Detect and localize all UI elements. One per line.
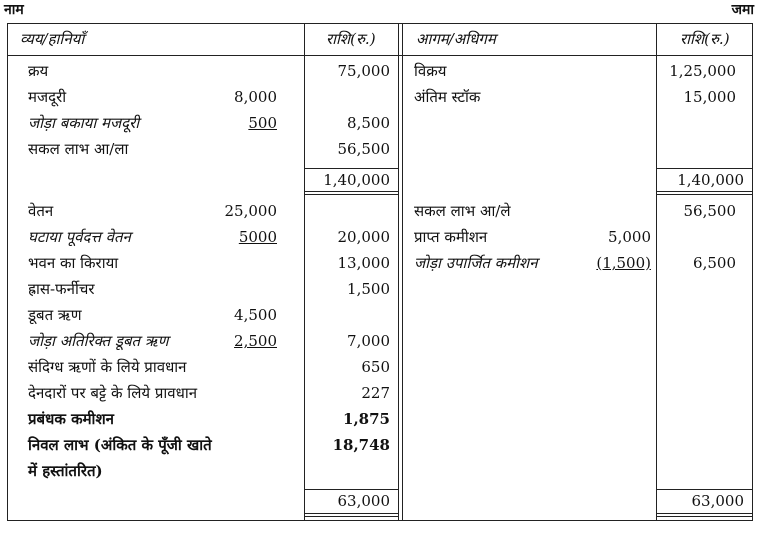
amount-right-column-header: राशि(रु.) [680, 30, 730, 48]
row-purchases-amount: 75,000 [337, 62, 390, 80]
row-closing-stock-amount: 15,000 [683, 88, 736, 106]
row-commission-received-label: प्राप्त कमीशन [414, 228, 488, 246]
row-commission-received-sub: 5,000 [608, 228, 651, 246]
row-outstanding-wages-label: जोड़ा बकाया मजदूरी [28, 114, 140, 132]
left-total-amount: 63,000 [337, 492, 390, 510]
row-gross-profit-cd-amount: 56,500 [337, 140, 390, 158]
row-net-profit-amount: 18,748 [332, 436, 390, 454]
row-bad-debts-label: डूबत ऋण [28, 306, 82, 324]
row-building-rent-amount: 13,000 [337, 254, 390, 272]
row-purchases-label: क्रय [28, 62, 49, 80]
row-wages-sub: 8,000 [234, 88, 277, 106]
row-wages-label: मजदूरी [28, 88, 67, 106]
row-accrued-commission-label: जोड़ा उपार्जित कमीशन [414, 254, 538, 272]
row-additional-bad-debts-label: जोड़ा अतिरिक्त डूबत ऋण [28, 332, 169, 350]
row-additional-bad-debts-amount: 7,000 [347, 332, 390, 350]
row-net-profit-label: निवल लाभ (अंकित के पूँजी खाते [28, 436, 212, 454]
amount-left-column-header: राशि(रु.) [326, 30, 376, 48]
debit-label: नाम [4, 2, 24, 18]
row-prepaid-salary-label: घटाया पूर्वदत्त वेतन [28, 228, 131, 246]
row-accrued-commission-amount: 6,500 [693, 254, 736, 272]
row-doubtful-debts-label: संदिग्ध ऋणों के लिये प्रावधान [28, 358, 187, 376]
row-prepaid-salary-sub: 5000 [238, 228, 277, 246]
row-closing-stock-label: अंतिम स्टॉक [414, 88, 481, 106]
row-additional-bad-debts-sub: 2,500 [234, 332, 277, 350]
row-building-rent-label: भवन का किराया [28, 254, 119, 272]
left-subtotal-amount: 1,40,000 [323, 171, 390, 189]
row-depreciation-label: ह्रास-फर्नीचर [28, 280, 95, 298]
row-salary-label: वेतन [28, 202, 54, 220]
row-sales-amount: 1,25,000 [669, 62, 736, 80]
expenses-column-header: व्यय/हानियाँ [20, 30, 85, 48]
row-prepaid-salary-amount: 20,000 [337, 228, 390, 246]
row-gross-profit-cd-label: सकल लाभ आ/ला [28, 140, 129, 158]
row-outstanding-wages-sub: 500 [248, 114, 277, 132]
row-discount-provision-amount: 227 [361, 384, 390, 402]
row-manager-commission-amount: 1,875 [343, 410, 390, 428]
row-bad-debts-sub: 4,500 [234, 306, 277, 324]
row-doubtful-debts-amount: 650 [361, 358, 390, 376]
row-depreciation-amount: 1,500 [347, 280, 390, 298]
row-gross-profit-bd-label: सकल लाभ आ/ले [414, 202, 511, 220]
row-net-profit-label-cont: में हस्तांतरित) [28, 462, 103, 480]
row-sales-label: विक्रय [414, 62, 447, 80]
right-total-amount: 63,000 [691, 492, 744, 510]
row-manager-commission-label: प्रबंधक कमीशन [28, 410, 114, 428]
row-salary-sub: 25,000 [224, 202, 277, 220]
row-discount-provision-label: देनदारों पर बट्टे के लिये प्रावधान [28, 384, 198, 402]
credit-label: जमा [731, 2, 754, 18]
row-outstanding-wages-amount: 8,500 [347, 114, 390, 132]
right-subtotal-amount: 1,40,000 [677, 171, 744, 189]
row-gross-profit-bd-amount: 56,500 [683, 202, 736, 220]
incomes-column-header: आगम/अधिगम [416, 30, 496, 48]
row-accrued-commission-sub: (1,500) [596, 254, 651, 272]
